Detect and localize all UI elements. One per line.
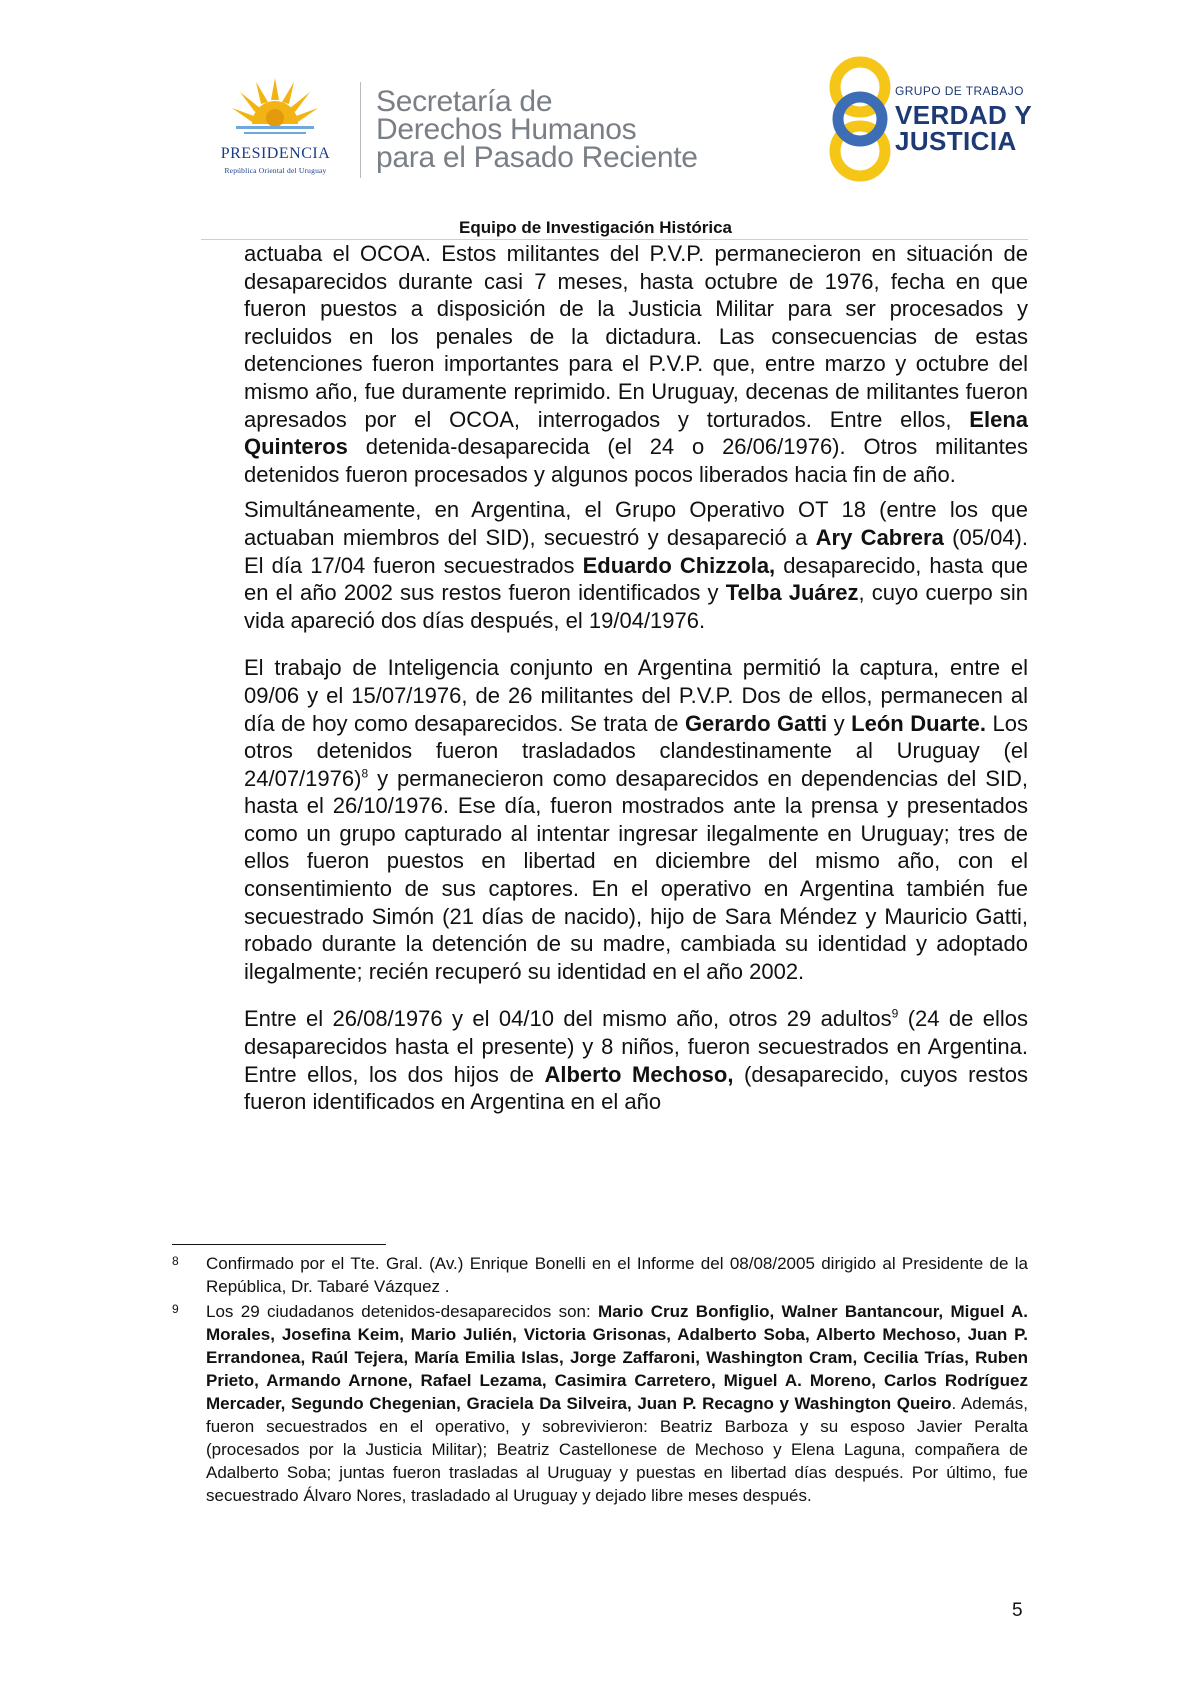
name-telba-juarez: Telba Juárez	[725, 580, 859, 606]
secretaria-title	[376, 85, 698, 174]
name-leon-duarte: León Duarte.	[851, 710, 987, 736]
page-header	[0, 0, 1191, 240]
grupo-line-2: VERDAD Y	[895, 100, 1033, 130]
grupo-trabajo-title	[895, 84, 1032, 154]
body-text	[244, 240, 1028, 1124]
name-elena-quinteros: Elena Quinteros	[244, 406, 1028, 460]
footnote-ref-9[interactable]: 9	[891, 1007, 899, 1022]
secretaria-line-2: Derechos Humanos	[376, 113, 637, 146]
paragraph-3: El trabajo de Inteligencia conjunto en Argentina permitió la captura, entre el 09/06 y el 15/07/1976, de 26 militantes del P.V.P. Dos de ellos, permanecen al día de hoy como desaparecidos. Se trata de Gerardo Gatti y León Duarte. Los otros detenidos fueron trasladados clandestinamente al Uruguay (el 24/07/1976)$^8$ y permanecieron como desaparecidos en dependencias del SID, hasta el 26/10/1976. Ese día, fueron mostrados ante la prensa y presentados como un grupo capturado al intentar ingresar ilegalmente en Uruguay; tres de ellos fueron puestos en libertad en diciembre del mismo año, con el consentimiento de sus captores. En el operativo en Argentina también fue secuestrado Simón (21 días de nacido), hijo de Sara Méndez y Mauricio Gatti, robado durante la detención de su madre, cambiada su identidad y adoptado ilegalmente; recién recuperó su identidad en el año 2002.	[244, 655, 1028, 984]
presidencia-name: PRESIDENCIA	[220, 145, 331, 162]
name-gerardo-gatti: Gerardo Gatti	[684, 710, 828, 736]
footnote-ref-8[interactable]: 8	[361, 766, 369, 781]
verdad-justicia-rings-icon	[820, 56, 900, 182]
footnote-number: 8	[172, 1254, 179, 1268]
paragraph-1: actuaba el OCOA. Estos militantes del P.V.P. permanecieron en situación de desaparecidos durante casi 7 meses, hasta octubre de 1976, fecha en que fueron puestos a disposición de la Justicia Militar para ser procesados y recluidos en los penales de la dictadura. Las consecuencias de estas detenciones fueron importantes para el P.V.P. que, entre marzo y octubre del mismo año, fue duramente reprimido. En Uruguay, decenas de militantes fueron apresados por el OCOA, interrogados y torturados. Entre ellos, Elena Quinteros detenida-desaparecida (el 24 o 26/06/1976). Otros militantes detenidos fueron procesados y algunos pocos liberados hacia fin de año.	[244, 241, 1028, 487]
presidencia-subtitle: República Oriental del Uruguay	[224, 166, 327, 175]
footnote-names: Mario Cruz Bonfiglio, Walner Bantancour, Miguel A. Morales, Josefina Keim, Mario Julién, Victoria Grisonas, Adalberto Soba, Alberto Mechoso, Juan P. Errandonea, Raúl Tejera, María Emilia Islas, Jorge Zaffaroni, Washington Cram, Cecilia Trías, Ruben Prieto, Armando Arnone, Rafael Lezama, Casimira Carretero, Miguel A. Moreno, Carlos Rodríguez Mercader, Segundo Chegenian, Graciela Da Silveira, Juan P. Recagno y Washington Queiro	[206, 1302, 1028, 1413]
footnote-number: 9	[172, 1302, 179, 1316]
grupo-line-1: GRUPO DE TRABAJO	[895, 84, 1024, 98]
paragraph-4: Entre el 26/08/1976 y el 04/10 del mismo año, otros 29 adultos$^9$ (24 de ellos desaparecidos hasta el presente) y 8 niños, fueron secuestrados en Argentina. Entre ellos, los dos hijos de Alberto Mechoso, (desaparecido, cuyos restos fueron identificados en Argentina en el año	[244, 1006, 1028, 1115]
footnote-8	[172, 1252, 1028, 1298]
team-title: Equipo de Investigación Histórica	[459, 218, 732, 237]
footnote-separator	[172, 1244, 386, 1245]
presidencia-logo	[198, 78, 353, 178]
name-eduardo-chizzola: Eduardo Chizzola,	[582, 552, 776, 578]
footnote-text: Confirmado por el Tte. Gral. (Av.) Enrique Bonelli en el Informe del 08/08/2005 dirigido al Presidente de la República, Dr. Tabaré Vázquez .	[206, 1254, 1028, 1296]
presidencia-sun-icon	[230, 78, 320, 138]
paragraph-2: Simultáneamente, en Argentina, el Grupo Operativo OT 18 (entre los que actuaban miembros del SID), secuestró y desapareció a Ary Cabrera (05/04). El día 17/04 fueron secuestrados Eduardo Chizzola, desaparecido, hasta que en el año 2002 sus restos fueron identificados y Telba Juárez, cuyo cuerpo sin vida apareció dos días después, el 19/04/1976.	[244, 497, 1029, 633]
page-number: 5	[1012, 1600, 1023, 1621]
secretaria-line-3: para el Pasado Reciente	[376, 141, 698, 174]
secretaria-line-1: Secretaría de	[376, 85, 553, 118]
footnote-rest: . Además, fueron secuestrados en el operativo, y sobrevivieron: Beatriz Barboza y su esposo Javier Peralta (procesados por la Justicia Militar); Beatriz Castellonese de Mechoso y Elena Laguna, compañera de Adalberto Soba; juntas fueron trasladas al Uruguay y puestas en libertad días después. Por último, fue secuestrado Álvaro Nores, trasladado al Uruguay y dejado libre meses después.	[206, 1394, 1028, 1505]
name-alberto-mechoso: Alberto Mechoso,	[544, 1061, 734, 1087]
footnotes	[172, 1252, 1028, 1509]
name-ary-cabrera: Ary Cabrera	[815, 524, 944, 550]
footnote-lead: Los 29 ciudadanos detenidos-desaparecidos son:	[206, 1302, 599, 1321]
footnote-9	[172, 1300, 1028, 1507]
logo-divider	[360, 82, 361, 178]
grupo-line-3: JUSTICIA	[895, 126, 1017, 156]
